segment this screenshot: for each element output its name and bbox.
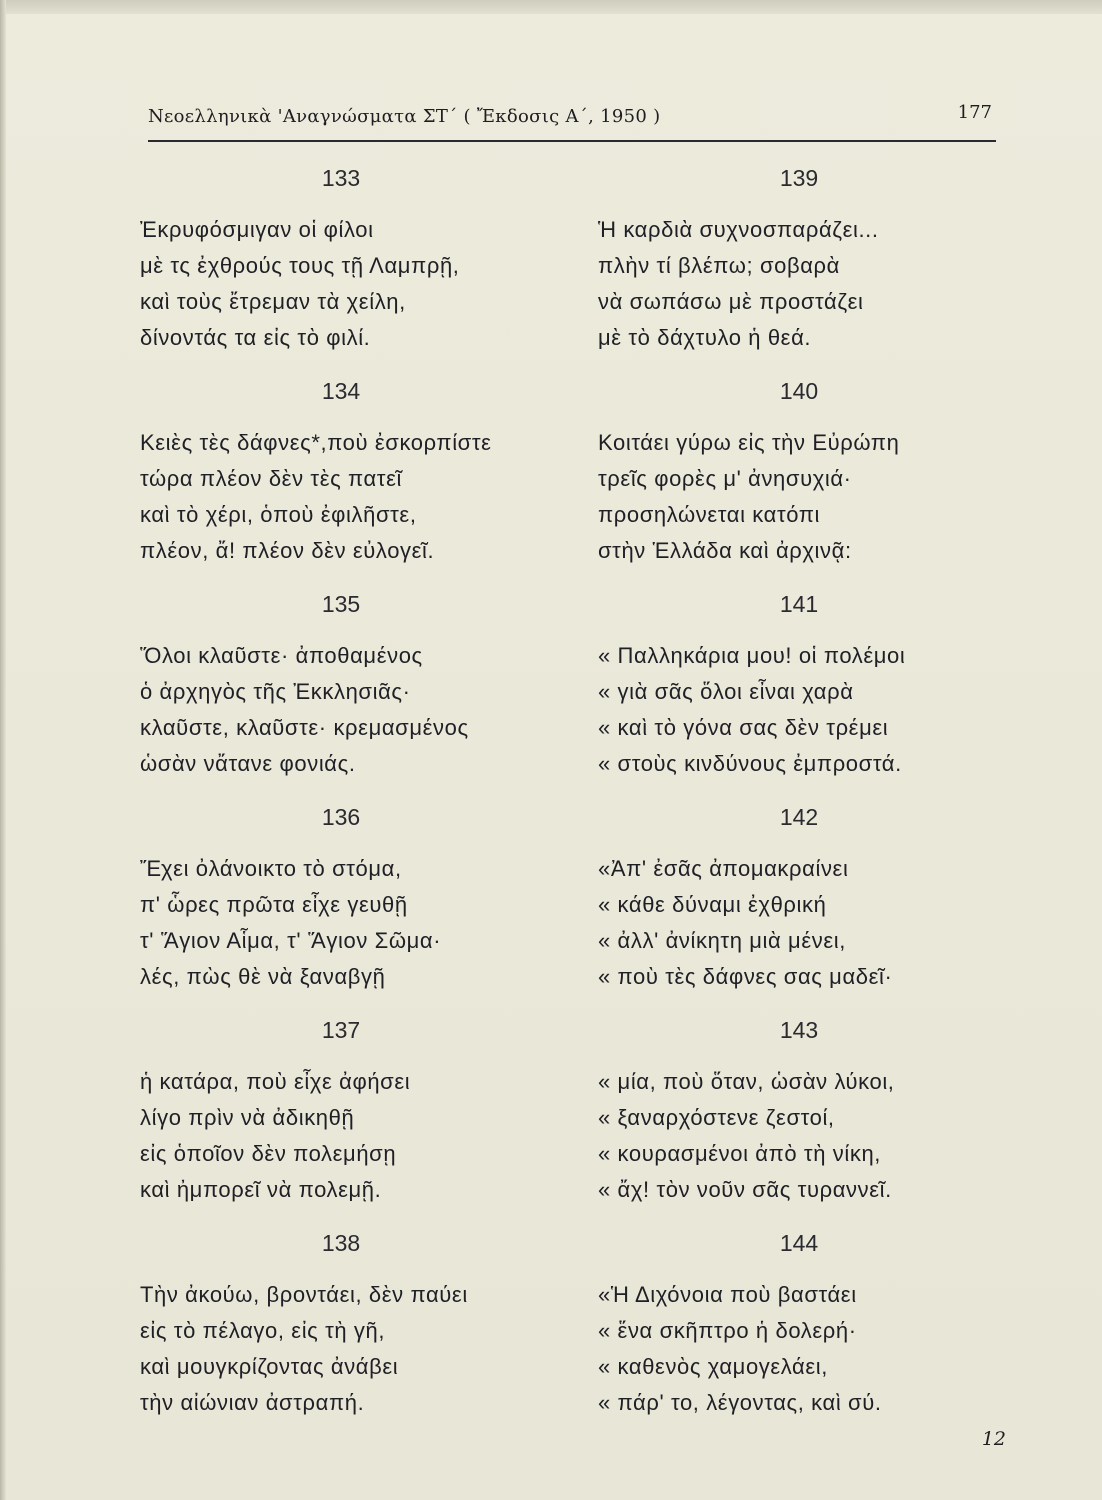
stanza-line: « γιὰ σᾶς ὅλοι εἶναι χαρὰ bbox=[598, 679, 854, 704]
stanza-line: προσηλώνεται κατόπι bbox=[598, 502, 821, 527]
stanza-line: Ὅλοι κλαῦστε· ἀποθαμένος bbox=[140, 643, 423, 668]
stanza-143 bbox=[598, 1010, 1018, 1223]
stanza-line: κλαῦστε, κλαῦστε· κρεμασμένος bbox=[140, 715, 469, 740]
stanza-number: 139 bbox=[779, 165, 819, 191]
stanza-144 bbox=[598, 1223, 1018, 1436]
stanza-141 bbox=[598, 584, 1018, 797]
stanza-line: « πάρ' το, λέγοντας, καὶ σύ. bbox=[598, 1390, 882, 1415]
stanza-number: 135 bbox=[321, 591, 361, 617]
stanza-line: λίγο πρὶν νὰ ἀδικηθῇ bbox=[140, 1105, 355, 1130]
stanza-140 bbox=[598, 371, 1018, 584]
page-number: 177 bbox=[957, 102, 992, 123]
stanza-line: καὶ τὸ χέρι, ὁποὺ ἐφιλῆστε, bbox=[140, 502, 417, 527]
running-header-title: Νεοελληνικὰ 'Αναγνώσματα ΣΤ΄ ( Ἔκδοσις Α΄, 1950 ) bbox=[148, 106, 661, 127]
stanza-line: Ἔχει ὀλάνοικτο τὸ στόμα, bbox=[140, 856, 402, 881]
stanza-number: 138 bbox=[321, 1230, 361, 1256]
stanza-line: μὲ τς ἐχθρούς τους τῇ Λαμπρῇ, bbox=[140, 253, 460, 278]
stanza-number: 143 bbox=[779, 1017, 819, 1043]
stanza-139 bbox=[598, 158, 1018, 371]
stanza-line: ὁ ἀρχηγὸς τῆς Ἐκκλησιᾶς· bbox=[140, 679, 411, 704]
stanza-line: « Παλληκάρια μου! οἱ πολέμοι bbox=[598, 643, 906, 668]
stanza-line: καὶ τοὺς ἔτρεμαν τὰ χείλη, bbox=[140, 289, 406, 314]
stanza-number: 137 bbox=[321, 1017, 361, 1043]
stanza-number: 133 bbox=[321, 165, 361, 191]
stanza-line: π' ὧρες πρῶτα εἶχε γευθῇ bbox=[140, 892, 408, 917]
stanza-number: 141 bbox=[779, 591, 819, 617]
stanza-line: δίνοντάς τα εἰς τὸ φιλί. bbox=[140, 325, 371, 350]
stanza-line: στὴν Ἑλλάδα καὶ ἀρχινᾷ: bbox=[598, 538, 852, 563]
stanza-line: τρεῖς φορὲς μ' ἀνησυχιά· bbox=[598, 466, 852, 491]
stanza-line: «Ἀπ' ἐσᾶς ἀπομακραίνει bbox=[598, 856, 849, 881]
stanza-line: λές, πὼς θὲ νὰ ξαναβγῇ bbox=[140, 964, 386, 989]
left-column bbox=[140, 158, 560, 1436]
stanza-line: « κάθε δύναμι ἐχθρική bbox=[598, 892, 827, 917]
stanza-number: 136 bbox=[321, 804, 361, 830]
running-header bbox=[148, 98, 996, 138]
stanza-134 bbox=[140, 371, 560, 584]
stanza-line: «Ἡ Διχόνοια ποὺ βαστάει bbox=[598, 1282, 857, 1307]
stanza-line: « ποὺ τὲς δάφνες σας μαδεῖ· bbox=[598, 964, 893, 989]
signature-mark: 12 bbox=[981, 1428, 1006, 1450]
stanza-line: καὶ μουγκρίζοντας ἀνάβει bbox=[140, 1354, 399, 1379]
stanza-number: 134 bbox=[321, 378, 361, 404]
header-rule bbox=[148, 140, 996, 142]
stanza-number: 140 bbox=[779, 378, 819, 404]
page-top-edge bbox=[0, 0, 1102, 14]
stanza-line: ὡσὰν νἄτανε φονιάς. bbox=[140, 751, 356, 776]
stanza-line: Κειὲς τὲς δάφνες*,ποὺ ἐσκορπίστε bbox=[140, 430, 492, 455]
stanza-line: πλέον, ἄ! πλέον δὲν εὐλογεῖ. bbox=[140, 538, 435, 563]
stanza-line: « κουρασμένοι ἀπὸ τὴ νίκη, bbox=[598, 1141, 881, 1166]
stanza-line: Ἡ καρδιὰ συχνοσπαράζει... bbox=[598, 217, 879, 242]
stanza-line: εἰς ὁποῖον δὲν πολεμήσῃ bbox=[140, 1141, 397, 1166]
stanza-line: Ἐκρυφόσμιγαν οἱ φίλοι bbox=[140, 217, 374, 242]
stanza-line: μὲ τὸ δάχτυλο ἡ θεά. bbox=[598, 325, 812, 350]
stanza-line: Κοιτάει γύρω εἰς τὴν Εὐρώπη bbox=[598, 430, 900, 455]
stanza-133 bbox=[140, 158, 560, 371]
page-binding-edge bbox=[0, 0, 6, 1500]
stanza-138 bbox=[140, 1223, 560, 1436]
stanza-line: « ἄχ! τὸν νοῦν σᾶς τυραννεῖ. bbox=[598, 1177, 892, 1202]
right-column bbox=[598, 158, 1018, 1436]
stanza-line: Τὴν ἀκούω, βροντάει, δὲν παύει bbox=[140, 1282, 468, 1307]
stanza-line: « καὶ τὸ γόνα σας δὲν τρέμει bbox=[598, 715, 889, 740]
stanza-137 bbox=[140, 1010, 560, 1223]
stanza-142 bbox=[598, 797, 1018, 1010]
stanza-135 bbox=[140, 584, 560, 797]
stanza-line: νὰ σωπάσω μὲ προστάζει bbox=[598, 289, 864, 314]
stanza-line: « ἀλλ' ἀνίκητη μιὰ μένει, bbox=[598, 928, 846, 953]
stanza-line: ἡ κατάρα, ποὺ εἶχε ἀφήσει bbox=[140, 1069, 411, 1094]
stanza-line: τὴν αἰώνιαν ἀστραπή. bbox=[140, 1390, 365, 1415]
stanza-line: τώρα πλέον δὲν τὲς πατεῖ bbox=[140, 466, 402, 491]
stanza-line: « μία, ποὺ ὅταν, ὡσὰν λύκοι, bbox=[598, 1069, 895, 1094]
stanza-line: εἰς τὸ πέλαγο, εἰς τὴ γῆ, bbox=[140, 1318, 386, 1343]
stanza-line: « ξαναρχόστενε ζεστοί, bbox=[598, 1105, 835, 1130]
stanza-line: « ἕνα σκῆπτρο ἡ δολερή· bbox=[598, 1318, 857, 1343]
stanza-line: τ' Ἅγιον Αἷμα, τ' Ἅγιον Σῶμα· bbox=[140, 928, 442, 953]
stanza-136 bbox=[140, 797, 560, 1010]
stanza-line: καὶ ἠμπορεῖ νὰ πολεμῇ. bbox=[140, 1177, 382, 1202]
stanza-number: 144 bbox=[779, 1230, 819, 1256]
stanza-line: « καθενὸς χαμογελάει, bbox=[598, 1354, 828, 1379]
stanza-line: « στοὺς κινδύνους ἐμπροστά. bbox=[598, 751, 902, 776]
stanza-line: πλὴν τί βλέπω; σοβαρὰ bbox=[598, 253, 840, 278]
stanza-number: 142 bbox=[779, 804, 819, 830]
